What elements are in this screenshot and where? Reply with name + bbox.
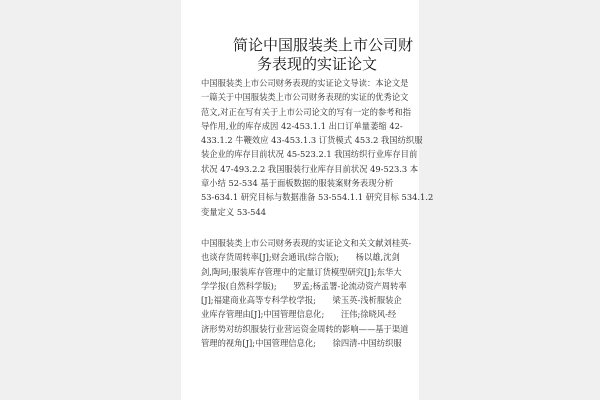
intro-line: 导作用,业的库存成因 42-453.1.1 出口订单量萎缩 42- (201, 120, 403, 131)
reference-line: 也谈存货周转率[J];财会通讯(综合版); 杨以雄,沈剑 (201, 252, 400, 263)
reference-line: 中国服装类上市公司财务表现的实证论文和关文献刘桂英- (201, 238, 412, 248)
intro-line: 一篇关于中国服装类上市公司财务表现的实证的优秀论文 (201, 92, 409, 103)
intro-line: 范文,对正在写有关于上市公司论文的写有一定的参考和指 (201, 106, 412, 117)
intro-paragraph (201, 76, 434, 219)
intro-line: 变量定义 53-544 (201, 206, 267, 217)
reference-line: 管理的视角[J];中国管理信息化; 徐四清-中国纺织服 (201, 338, 402, 349)
reference-line: 业库存管理由[J];中国管理信息化; 汪伟;徐晓风-经 (201, 309, 397, 320)
intro-line: 433.1.2 牛鞭效应 43-453.1.3 订货模式 453.2 我国纺织服 (201, 135, 423, 146)
reference-line: 学学报(自然科学版); 罗孟;杨孟署-论流动资产周转率 (201, 280, 407, 291)
intro-line: 中国服装类上市公司财务表现的实证论文导读：本论文是 (201, 78, 409, 88)
title-line-1: 简论中国服装类上市公司财 (233, 36, 414, 54)
reference-line: [J];福建商业高等专科学校学报; 梁玉英-浅析服装企 (201, 295, 402, 306)
reference-line: 济形势对纺织服装行业营运资金周转的影响——基于渠道 (201, 323, 409, 334)
title-line-2: 务表现的实证论文 (257, 55, 378, 73)
intro-line: 状况 47-493.2.2 我国服装行业库存目前状况 49-523.3 本 (201, 163, 419, 174)
intro-line: 53-634.1 研究目标与数据准备 53-554.1.1 研究目标 534.1.2 (201, 192, 434, 203)
reference-line: 剑,陶珂;服装库存管理中的定量订货模型研究[J];东华大 (201, 266, 402, 277)
document-title (181, 36, 419, 74)
intro-line: 章小结 52-534 基于面板数据的服装案财务表现分析 (201, 178, 394, 189)
references-paragraph (201, 236, 412, 350)
intro-line: 装企业的库存目前状况 45-523.2.1 我国纺织行业库存目前 (201, 149, 418, 160)
document-page (181, 0, 434, 400)
